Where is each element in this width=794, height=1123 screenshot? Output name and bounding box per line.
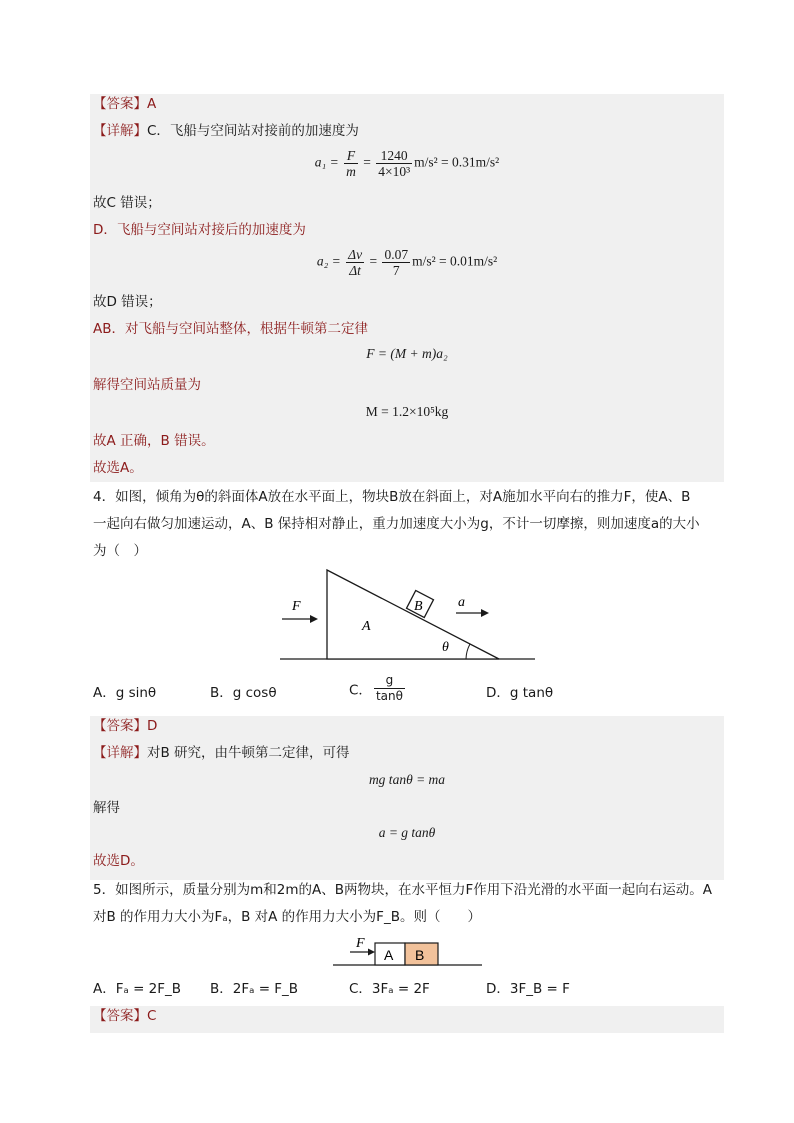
q4-equation-2: a = g tanθ [378, 825, 436, 840]
q4-option-b[interactable]: B．g cosθ [210, 685, 277, 701]
q4-stem-line-2: 一起向右做匀加速运动，A、B 保持相对静止，重力加速度大小为g，不计一切摩擦，则加速度a的大小 [93, 516, 700, 532]
q3-equation-4: M = 1.2×10⁵kg [365, 404, 449, 419]
frac-den: Δt [349, 263, 361, 278]
q4-detail [93, 743, 350, 763]
answer-label: 【答案】 [93, 718, 147, 734]
eq-sign: = [363, 154, 371, 170]
q5-stem-line-1: 5．如图所示，质量分别为m和2m的A、B两物块，在水平恒力F作用下沿光滑的水平面一起向右运动。A [93, 882, 712, 898]
detail-label: 【详解】 [93, 745, 147, 761]
label-a-accel: a [458, 595, 465, 610]
q5-option-a[interactable]: A．Fₐ = 2F_B [93, 981, 182, 997]
q3-equation-1 [90, 148, 724, 179]
q4-option-a[interactable]: A．g sinθ [93, 685, 157, 701]
q3-solve-mass: 解得空间站质量为 [93, 377, 201, 393]
q4-choose: 故选D。 [93, 853, 144, 869]
q3-ab-intro: AB．对飞船与空间站整体，根据牛顿第二定律 [93, 321, 368, 337]
q4-stem-line-1: 4．如图，倾角为θ的斜面体A放在水平面上，物块B放在斜面上，对A施加水平向右的推力F，使A、B [93, 489, 691, 505]
label-f: F [292, 599, 301, 614]
fraction [382, 247, 410, 278]
eq-lhs: a₂ = [316, 253, 341, 269]
q5-option-b[interactable]: B．2Fₐ = F_B [210, 981, 299, 997]
frac-num: F [344, 148, 358, 164]
answer-value: C [147, 1008, 157, 1024]
eq-rhs: m/s² = 0.01m/s² [412, 253, 498, 269]
fraction [344, 148, 358, 179]
q5-stem-line-2: 对B 的作用力大小为Fₐ，B 对A 的作用力大小为F_B。则（ ） [93, 909, 481, 925]
label-a-block: A [362, 619, 371, 634]
eq-lhs: a₁ = [314, 154, 339, 170]
eq-sign: = [369, 253, 378, 269]
option-label: C． [349, 682, 372, 699]
fraction [346, 247, 364, 278]
q3-choose: 故选A。 [93, 460, 143, 476]
frac-den: 7 [392, 263, 400, 278]
frac-num: g [374, 673, 405, 689]
q3-d-wrong: 故D 错误； [93, 294, 162, 310]
frac-num: Δv [348, 247, 363, 262]
label-b: B [414, 599, 423, 614]
q4-stem-line-3: 为（ ） [93, 543, 147, 559]
accel-arrowhead [481, 609, 489, 617]
answer-value: A [147, 96, 157, 112]
force-arrowhead [310, 615, 318, 623]
q4-answer [93, 716, 157, 736]
q4-option-d[interactable]: D．g tanθ [486, 685, 554, 701]
frac-den: 4×10³ [378, 164, 411, 179]
q3-equation-3: F = (M + m)a₂ [366, 346, 448, 361]
detail-text: C．飞船与空间站对接前的加速度为 [147, 123, 359, 139]
frac-num: 0.07 [384, 247, 409, 262]
answer-label: 【答案】 [93, 96, 147, 112]
fraction [376, 148, 412, 179]
q5-solution-block [90, 1006, 724, 1033]
q4-solve: 解得 [93, 800, 120, 816]
q5-option-c[interactable]: C．3Fₐ = 2F [349, 981, 430, 997]
q4-solution-block [90, 716, 724, 880]
answer-label: 【答案】 [93, 1008, 147, 1024]
q5-option-d[interactable]: D．3F_B = F [486, 981, 570, 997]
q3-answer [93, 94, 156, 114]
label-f: F [356, 936, 365, 951]
q5-answer [93, 1006, 156, 1026]
label-a: A [384, 947, 394, 963]
q3-detail [93, 121, 359, 141]
q3-d-intro: D．飞船与空间站对接后的加速度为 [93, 222, 306, 238]
q4-incline-figure [270, 562, 545, 666]
answer-value: D [147, 718, 158, 734]
frac-num: 1240 [376, 148, 412, 164]
force-arrowhead [368, 949, 375, 956]
detail-label: 【详解】 [93, 123, 147, 139]
q3-a-right: 故A 正确，B 错误。 [93, 433, 215, 449]
q3-equation-2 [90, 247, 724, 278]
q3-c-wrong: 故C 错误； [93, 195, 161, 211]
detail-text: 对B 研究，由牛顿第二定律，可得 [147, 745, 350, 761]
label-b: B [415, 947, 425, 963]
incline-wedge-a [327, 570, 499, 659]
q4-option-c[interactable] [349, 673, 407, 704]
q5-blocks-figure [330, 934, 485, 970]
fraction [374, 673, 405, 704]
frac-den: m [346, 164, 356, 179]
label-theta: θ [442, 640, 449, 655]
eq-rhs: m/s² = 0.31m/s² [414, 154, 500, 170]
q4-equation-1: mg tanθ = ma [368, 772, 446, 787]
frac-den: tanθ [375, 689, 403, 703]
